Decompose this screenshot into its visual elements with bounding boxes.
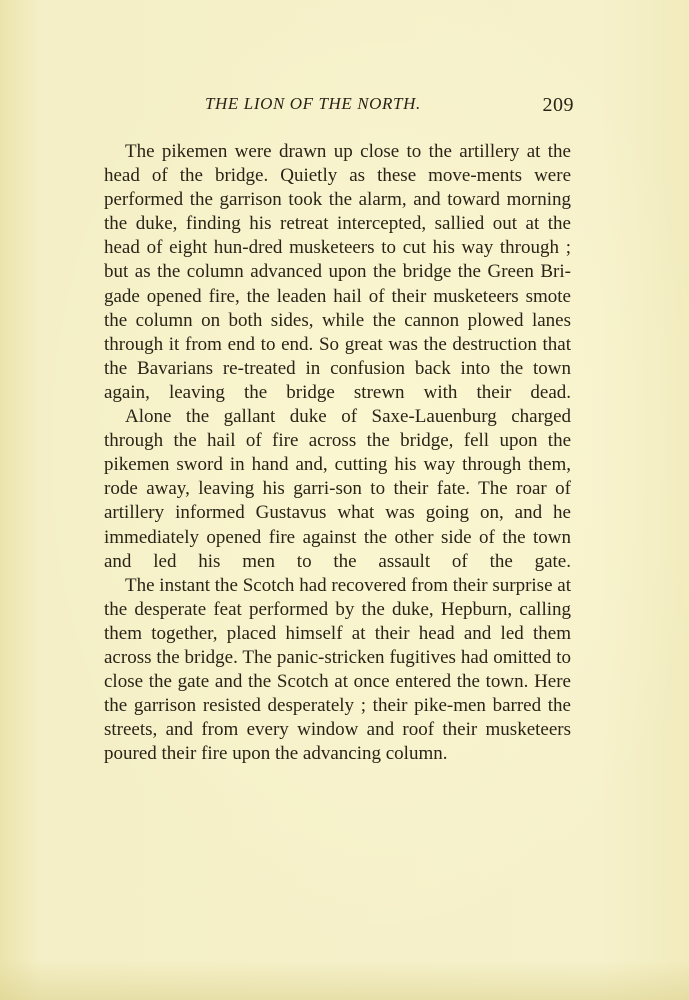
paragraph: The instant the Scotch had recovered from their surprise at the desperate feat performed by the duke, Hepburn, calling them together, placed himself at their head and led them across the bridge. The panic-stricken fugitives had omitted to close the gate and the Scotch at once entered the town. Here the garrison resisted desperately ; their pike-men barred the streets, and from every window and roof their musketeers poured their fire upon the advancing column. bbox=[104, 574, 571, 765]
body-text bbox=[104, 140, 571, 766]
page-number: 209 bbox=[542, 94, 574, 116]
paragraph: The pikemen were drawn up close to the artillery at the head of the bridge. Quietly as these move-ments were performed the garrison took the alarm, and toward morning the duke, finding his retreat intercepted, sallied out at the head of eight hun-dred musketeers to cut his way through ; but as the column advanced upon the bridge the Green Bri-gade opened fire, the leaden hail of their musketeers smote the column on both sides, while the cannon plowed lanes through it from end to end. So great was the destruction that the Bavarians re-treated in confusion back into the town again, leaving the bridge strewn with their dead. bbox=[104, 141, 571, 403]
paragraph: Alone the gallant duke of Saxe-Lauenburg charged through the hail of fire across the bridge, fell upon the pikemen sword in hand and, cutting his way through them, rode away, leaving his garri-son to their fate. The roar of artillery informed Gustavus what was going on, and he immediately opened fire against the other side of the town and led his men to the assault of the gate. bbox=[104, 406, 571, 572]
page-header bbox=[104, 94, 574, 124]
running-title: THE LION OF THE NORTH. bbox=[205, 94, 421, 113]
